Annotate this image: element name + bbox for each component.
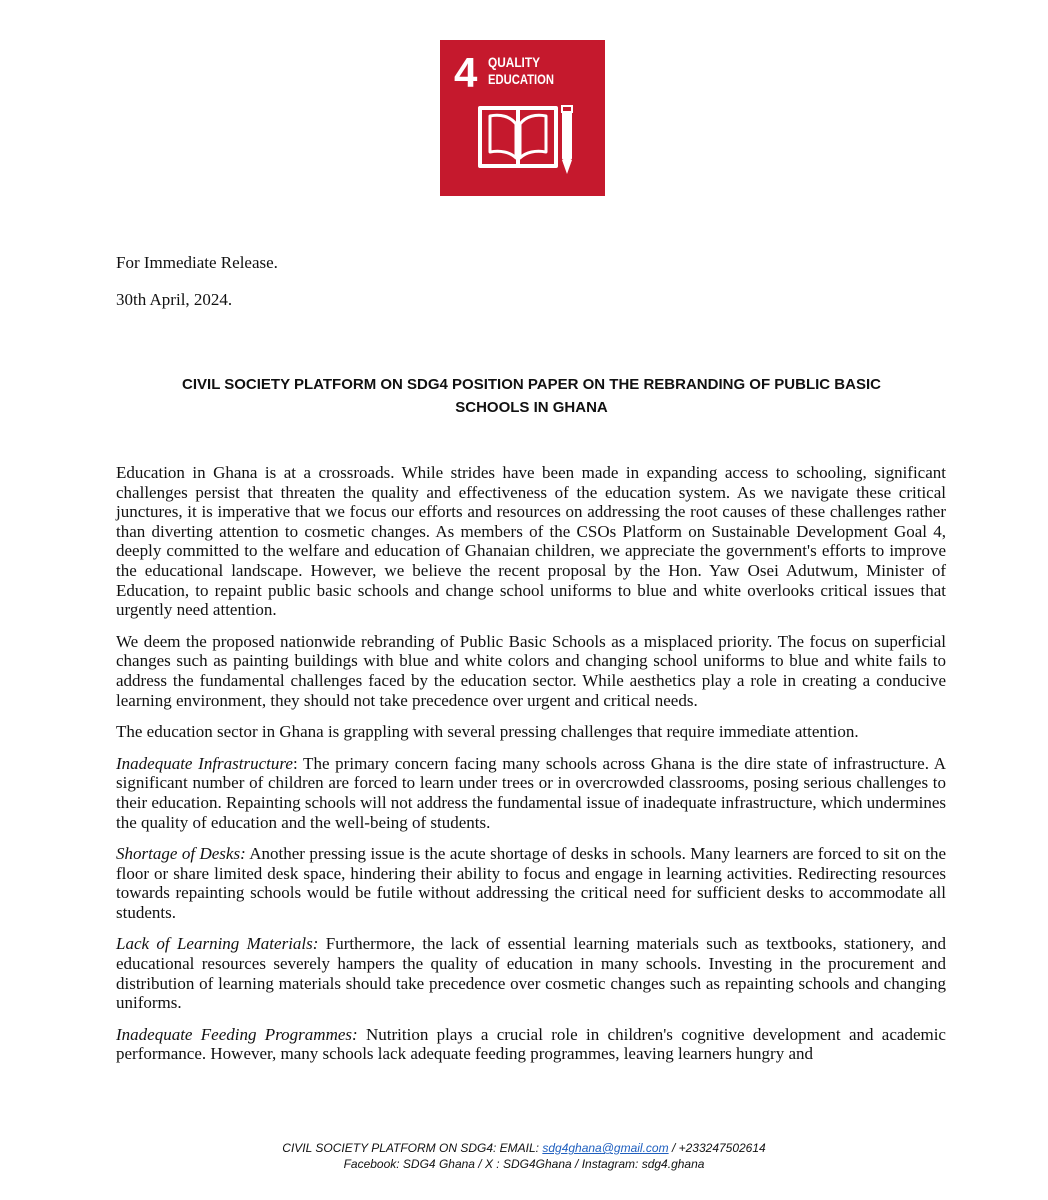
page-footer [0, 1140, 1048, 1172]
release-label: For Immediate Release. [116, 253, 278, 272]
paragraph-learning-materials [116, 934, 946, 1012]
logo-line2: EDUCATION [488, 71, 554, 87]
paragraph-feeding [116, 1025, 946, 1064]
paragraph-lead: Shortage of Desks: [116, 844, 246, 864]
pencil-icon [562, 106, 572, 174]
release-date: 30th April, 2024. [116, 290, 233, 309]
logo-number: 4 [454, 49, 478, 96]
paragraph-text: Another pressing issue is the acute shortage of desks in schools. Many learners are forced to sit on the floor or share limited desk space, hindering their ability to focus and engage in learning activities. Redirecting resources towards repainting schools would be futile without addressing the critical need for sufficient desks to accommodate all students. [116, 844, 946, 922]
paragraph-challenges [116, 722, 946, 742]
open-book-pencil-icon [480, 108, 556, 166]
title-line-1: CIVIL SOCIETY PLATFORM ON SDG4 POSITION PAPER ON THE REBRANDING OF PUBLIC BASIC [182, 376, 881, 393]
logo-line1: QUALITY [488, 54, 541, 70]
footer-phone: / +233247502614 [668, 1141, 766, 1155]
footer-org: CIVIL SOCIETY PLATFORM ON SDG4: EMAIL: [282, 1141, 543, 1155]
paragraph-text: The education sector in Ghana is grappling with several pressing challenges that require immediate attention. [116, 722, 859, 742]
paragraph-lead: Inadequate Feeding Programmes: [116, 1024, 358, 1044]
paragraph-lead: Lack of Learning Materials: [116, 934, 319, 954]
sdg4-logo [440, 40, 605, 196]
document-body [116, 463, 946, 1076]
paragraph-desks [116, 844, 946, 922]
title-line-2: SCHOOLS IN GHANA [455, 399, 608, 416]
paragraph-text: Education in Ghana is at a crossroads. While strides have been made in expanding access to schooling, significant challenges persist that threaten the quality and effectiveness of the education system. As we navigate these critical junctures, it is imperative that we focus our efforts and resources on addressing the root causes of these challenges rather than diverting attention to cosmetic changes. As members of the CSOs Platform on Sustainable Development Goal 4, deeply committed to the welfare and education of Ghanaian children, we appreciate the government's efforts to improve the educational landscape. However, we believe the recent proposal by the Hon. Yaw Osei Adutwum, Minister of Education, to repaint public basic schools and change school uniforms to blue and white overlooks critical issues that urgently need attention. [116, 463, 946, 620]
paragraph-text: : The primary concern facing many schools across Ghana is the dire state of infrastructure. A significant number of children are forced to learn under trees or in overcrowded classrooms, posing serious challenges to their education. Repainting schools will not address the fundamental issue of inadequate infrastructure, which undermines the quality of education and the well-being of students. [116, 753, 946, 832]
paragraph-text: Furthermore, the lack of essential learning materials such as textbooks, stationery, and educational resources severely hampers the quality of education in many schools. Investing in the procurement and distribution of learning materials should take precedence over cosmetic changes such as repainting schools and changing uniforms. [116, 934, 946, 1013]
paragraph-infrastructure [116, 754, 946, 832]
paragraph-intro [116, 463, 946, 620]
paragraph-text: We deem the proposed nationwide rebranding of Public Basic Schools as a misplaced priority. The focus on superficial changes such as painting buildings with blue and white colors and changing school uniforms to blue and white fails to address the fundamental challenges faced by the education sector. While aesthetics play a role in creating a conducive learning environment, they should not take precedence over urgent and critical needs. [116, 631, 946, 710]
footer-line-2: Facebook: SDG4 Ghana / X : SDG4Ghana / Instagram: sdg4.ghana [343, 1157, 705, 1171]
page-title [116, 373, 947, 419]
paragraph-text: Nutrition plays a crucial role in children's cognitive development and academic performance. However, many schools lack adequate feeding programmes, leaving learners hungry and [116, 1024, 946, 1064]
paragraph-lead: Inadequate Infrastructure [116, 753, 293, 773]
paragraph-misplaced-priority [116, 632, 946, 710]
footer-line-1 [0, 1140, 1048, 1156]
footer-email-link[interactable]: sdg4ghana@gmail.com [542, 1141, 669, 1155]
